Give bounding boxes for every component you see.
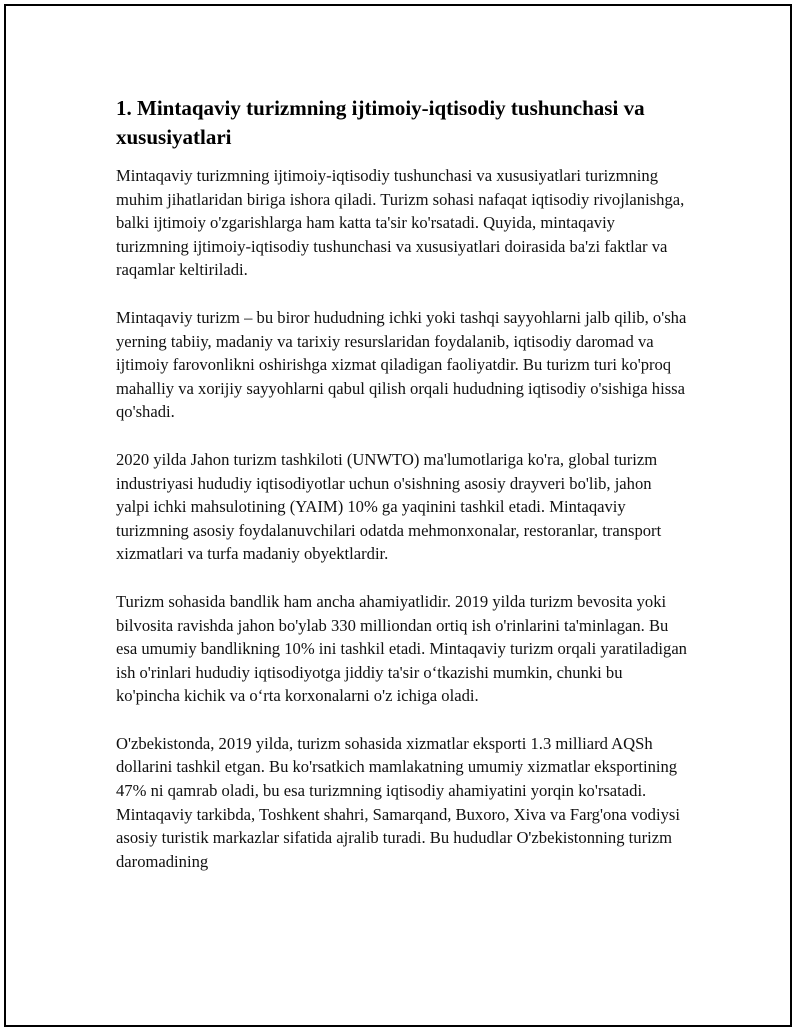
paragraph-uzbekistan: O'zbekistonda, 2019 yilda, turizm sohasida xizmatlar eksporti 1.3 milliard AQSh dollarini tashkil etgan. Bu ko'rsatkich mamlakatning umumiy xizmatlar eksportining 47% ni qamrab oladi, bu esa turizmning iqtisodiy ahamiyatini yorqin ko'rsatadi. Mintaqaviy tarkibda, Toshkent shahri, Samarqand, Buxoro, Xiva va Farg'ona vodiysi asosiy turistik markazlar sifatida ajralib turadi. Bu hududlar O'zbekistonning turizm daromadining	[116, 733, 680, 871]
paragraph-employment: Turizm sohasida bandlik ham ancha ahamiyatlidir. 2019 yilda turizm bevosita yoki bilvosita ravishda jahon bo'ylab 330 milliondan ortiq ish o'rinlarini ta'minlagan. Bu esa umumiy bandlikning 10% ini tashkil etadi. Mintaqaviy turizm orqali yaratiladigan ish o'rinlari hududiy iqtisodiyotga jiddiy ta'sir o‘tkazishi mumkin, chunki bu ko'pincha kichik va o‘rta korxonalarni o'z ichiga oladi.	[116, 591, 687, 706]
paragraph-intro: Mintaqaviy turizmning ijtimoiy-iqtisodiy tushunchasi va xususiyatlari turizmning muhim jihatlaridan biriga ishora qiladi. Turizm sohasi nafaqat iqtisodiy rivojlanishga, balki ijtimoiy o'zgarishlarga ham katta ta'sir ko'rsatadi. Quyida, mintaqaviy turizmning ijtimoiy-iqtisodiy tushunchasi va xususiyatlari doirasida ba'zi faktlar va raqamlar keltiriladi.	[116, 166, 685, 280]
paragraph-definition: Mintaqaviy turizm – bu biror hududning ichki yoki tashqi sayyohlarni jalb qilib, o'sha yerning tabiiy, madaniy va tarixiy resurslaridan foydalanib, iqtisodiy daromad va ijtimoiy farovonlikni oshirishga xizmat qiladigan faoliyatdir. Bu turizm turi ko'proq mahalliy va xorijiy sayyohlarni qabul qilish orqali hududning iqtisodiy o'sishiga hissa qo'shadi.	[116, 307, 687, 422]
section-heading: 1. Mintaqaviy turizmning ijtimoiy-iqtisodiy tushunchasi va xususiyatlari	[116, 96, 645, 149]
document-body	[116, 94, 688, 897]
paragraph-unwto-stats: 2020 yilda Jahon turizm tashkiloti (UNWTO) ma'lumotlariga ko'ra, global turizm industriyasi hududiy iqtisodiyotlar uchun o'sishning asosiy drayveri bo'lib, jahon yalpi ichki mahsulotining (YAIM) 10% ga yaqinini tashkil etadi. Mintaqaviy turizmning asosiy foydalanuvchilari odatda mehmonxonalar, restoranlar, transport xizmatlari va turfa madaniy obyektlardir.	[116, 449, 662, 564]
